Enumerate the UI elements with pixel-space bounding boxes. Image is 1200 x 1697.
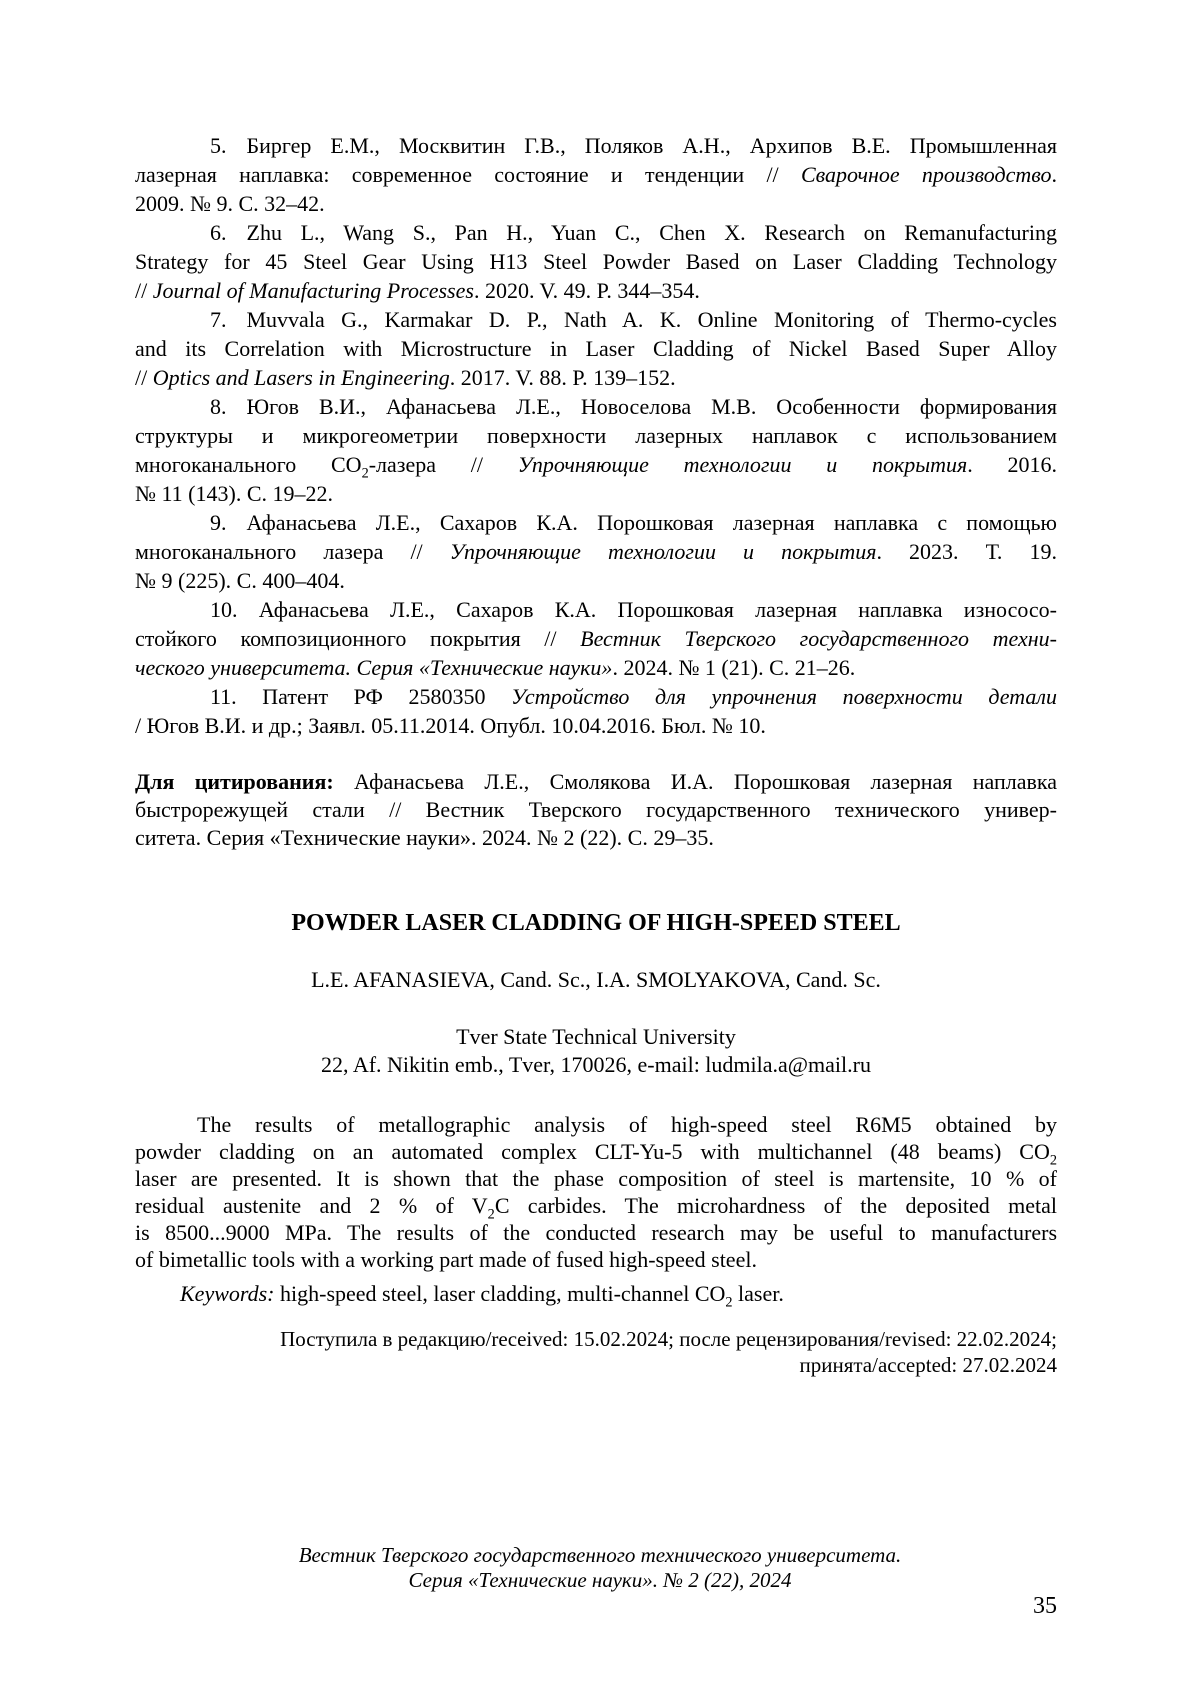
text-line: № 9 (225). С. 400–404. xyxy=(135,568,345,593)
reference-item xyxy=(135,595,1057,682)
text-line: 10. Афанасьева Л.Е., Сахаров К.А. Порошковая лазерная наплавка износосо- xyxy=(210,597,1057,622)
text-line: 2009. № 9. С. 32–42. xyxy=(135,191,325,216)
text-line: ческого университета. Серия «Технические науки». 2024. № 1 (21). С. 21–26. xyxy=(135,655,856,680)
text-line: № 11 (143). С. 19–22. xyxy=(135,481,333,506)
text-line: // Journal of Manufacturing Processes. 2020. V. 49. P. 344–354. xyxy=(135,278,700,303)
affiliation-block xyxy=(135,1023,1057,1079)
text-line: powder cladding on an automated complex CLT-Yu-5 with multichannel (48 beams) $CO_2$ xyxy=(135,1139,1057,1169)
received-revised-line: Поступила в редакцию/received: 15.02.2024; после рецензирования/revised: 22.02.2024; xyxy=(280,1327,1057,1351)
text-line: / Югов В.И. и др.; Заявл. 05.11.2014. Опубл. 10.04.2016. Бюл. № 10. xyxy=(135,713,766,738)
text-line: 6. Zhu L., Wang S., Pan H., Yuan C., Chen X. Research on Remanufacturing xyxy=(210,220,1057,245)
page-number: 35 xyxy=(1033,1593,1057,1619)
journal-title-line: Вестник Тверского государственного технического университета. xyxy=(298,1543,902,1567)
reference-item xyxy=(135,392,1057,508)
text-line: Strategy for 45 Steel Gear Using H13 Steel Powder Based on Laser Cladding Technology xyxy=(135,249,1057,274)
reference-item xyxy=(135,305,1057,392)
text-line: лазерная наплавка: современное состояние и тенденции // Сварочное производство. xyxy=(135,162,1057,187)
text-line: is 8500...9000 MPa. The results of the conducted research may be useful to manufacturers xyxy=(135,1220,1057,1245)
journal-issue-line: Серия «Технические науки». № 2 (22), 2024 xyxy=(408,1568,792,1592)
text-line: residual austenite and 2 % of $V_2C$ carbides. The microhardness of the deposited metal xyxy=(135,1193,1057,1223)
affiliation-address-email: 22, Af. Nikitin emb., Tver, 170026, e-mail: ludmila.a@mail.ru xyxy=(321,1052,871,1077)
reference-item xyxy=(135,218,1057,305)
text-line: laser are presented. It is shown that the phase composition of steel is martensite, 10 % of xyxy=(135,1166,1057,1191)
text-line: 5. Биргер Е.М., Москвитин Г.В., Поляков А.Н., Архипов В.Е. Промышленная xyxy=(210,133,1057,158)
text-line: быстрорежущей стали // Вестник Тверского государственного технического универ- xyxy=(135,797,1057,822)
reference-item xyxy=(135,682,1057,740)
text-line: 8. Югов В.И., Афанасьева Л.Е., Новоселова М.В. Особенности формирования xyxy=(210,394,1057,419)
text-line: многоканального лазера // Упрочняющие технологии и покрытия. 2023. Т. 19. xyxy=(135,539,1057,564)
references-list xyxy=(135,131,1057,740)
text-line: of bimetallic tools with a working part made of fused high-speed steel. xyxy=(135,1247,757,1272)
citation-note xyxy=(135,768,1057,852)
accepted-line: принята/accepted: 27.02.2024 xyxy=(799,1353,1057,1377)
text-line: стойкого композиционного покрытия // Вестник Тверского государственного техни- xyxy=(135,626,1057,651)
received-revised-accepted xyxy=(135,1326,1057,1378)
text-line: 11. Патент РФ 2580350 Устройство для упрочнения поверхности детали xyxy=(210,684,1057,709)
text-line: структуры и микрогеометрии поверхности лазерных наплавок с использованием xyxy=(135,423,1057,448)
reference-item xyxy=(135,508,1057,595)
page-content xyxy=(135,0,1057,1378)
article-title-en: POWDER LASER CLADDING OF HIGH-SPEED STEEL xyxy=(291,910,901,936)
text-line: The results of metallographic analysis of high-speed steel R6M5 obtained by xyxy=(197,1112,1057,1137)
affiliation-university: Tver State Technical University xyxy=(456,1024,736,1049)
text-line: 9. Афанасьева Л.Е., Сахаров К.А. Порошковая лазерная наплавка с помощью xyxy=(210,510,1057,535)
keywords-line xyxy=(135,1280,1057,1311)
text-line: // Optics and Lasers in Engineering. 2017. V. 88. P. 139–152. xyxy=(135,365,676,390)
text-line: ситета. Серия «Технические науки». 2024. № 2 (22). С. 29–35. xyxy=(135,825,714,850)
text-line: многоканального $CO_2$-лазера // Упрочняющие технологии и покрытия. 2016. xyxy=(135,452,1057,482)
article-authors: L.E. AFANASIEVA, Cand. Sc., I.A. SMOLYAKOVA, Cand. Sc. xyxy=(311,967,881,992)
abstract-en xyxy=(135,1111,1057,1273)
reference-item xyxy=(135,131,1057,218)
text-line: 7. Muvvala G., Karmakar D. P., Nath A. K. Online Monitoring of Thermo-cycles xyxy=(210,307,1057,332)
text-line: Keywords: high-speed steel, laser cladding, multi-channel $CO_2$ laser. xyxy=(180,1281,784,1311)
text-line: and its Correlation with Microstructure in Laser Cladding of Nickel Based Super Alloy xyxy=(135,336,1057,361)
text-line: Для цитирования: Афанасьева Л.Е., Смолякова И.А. Порошковая лазерная наплавка xyxy=(135,769,1057,794)
journal-footer xyxy=(140,1543,1060,1593)
